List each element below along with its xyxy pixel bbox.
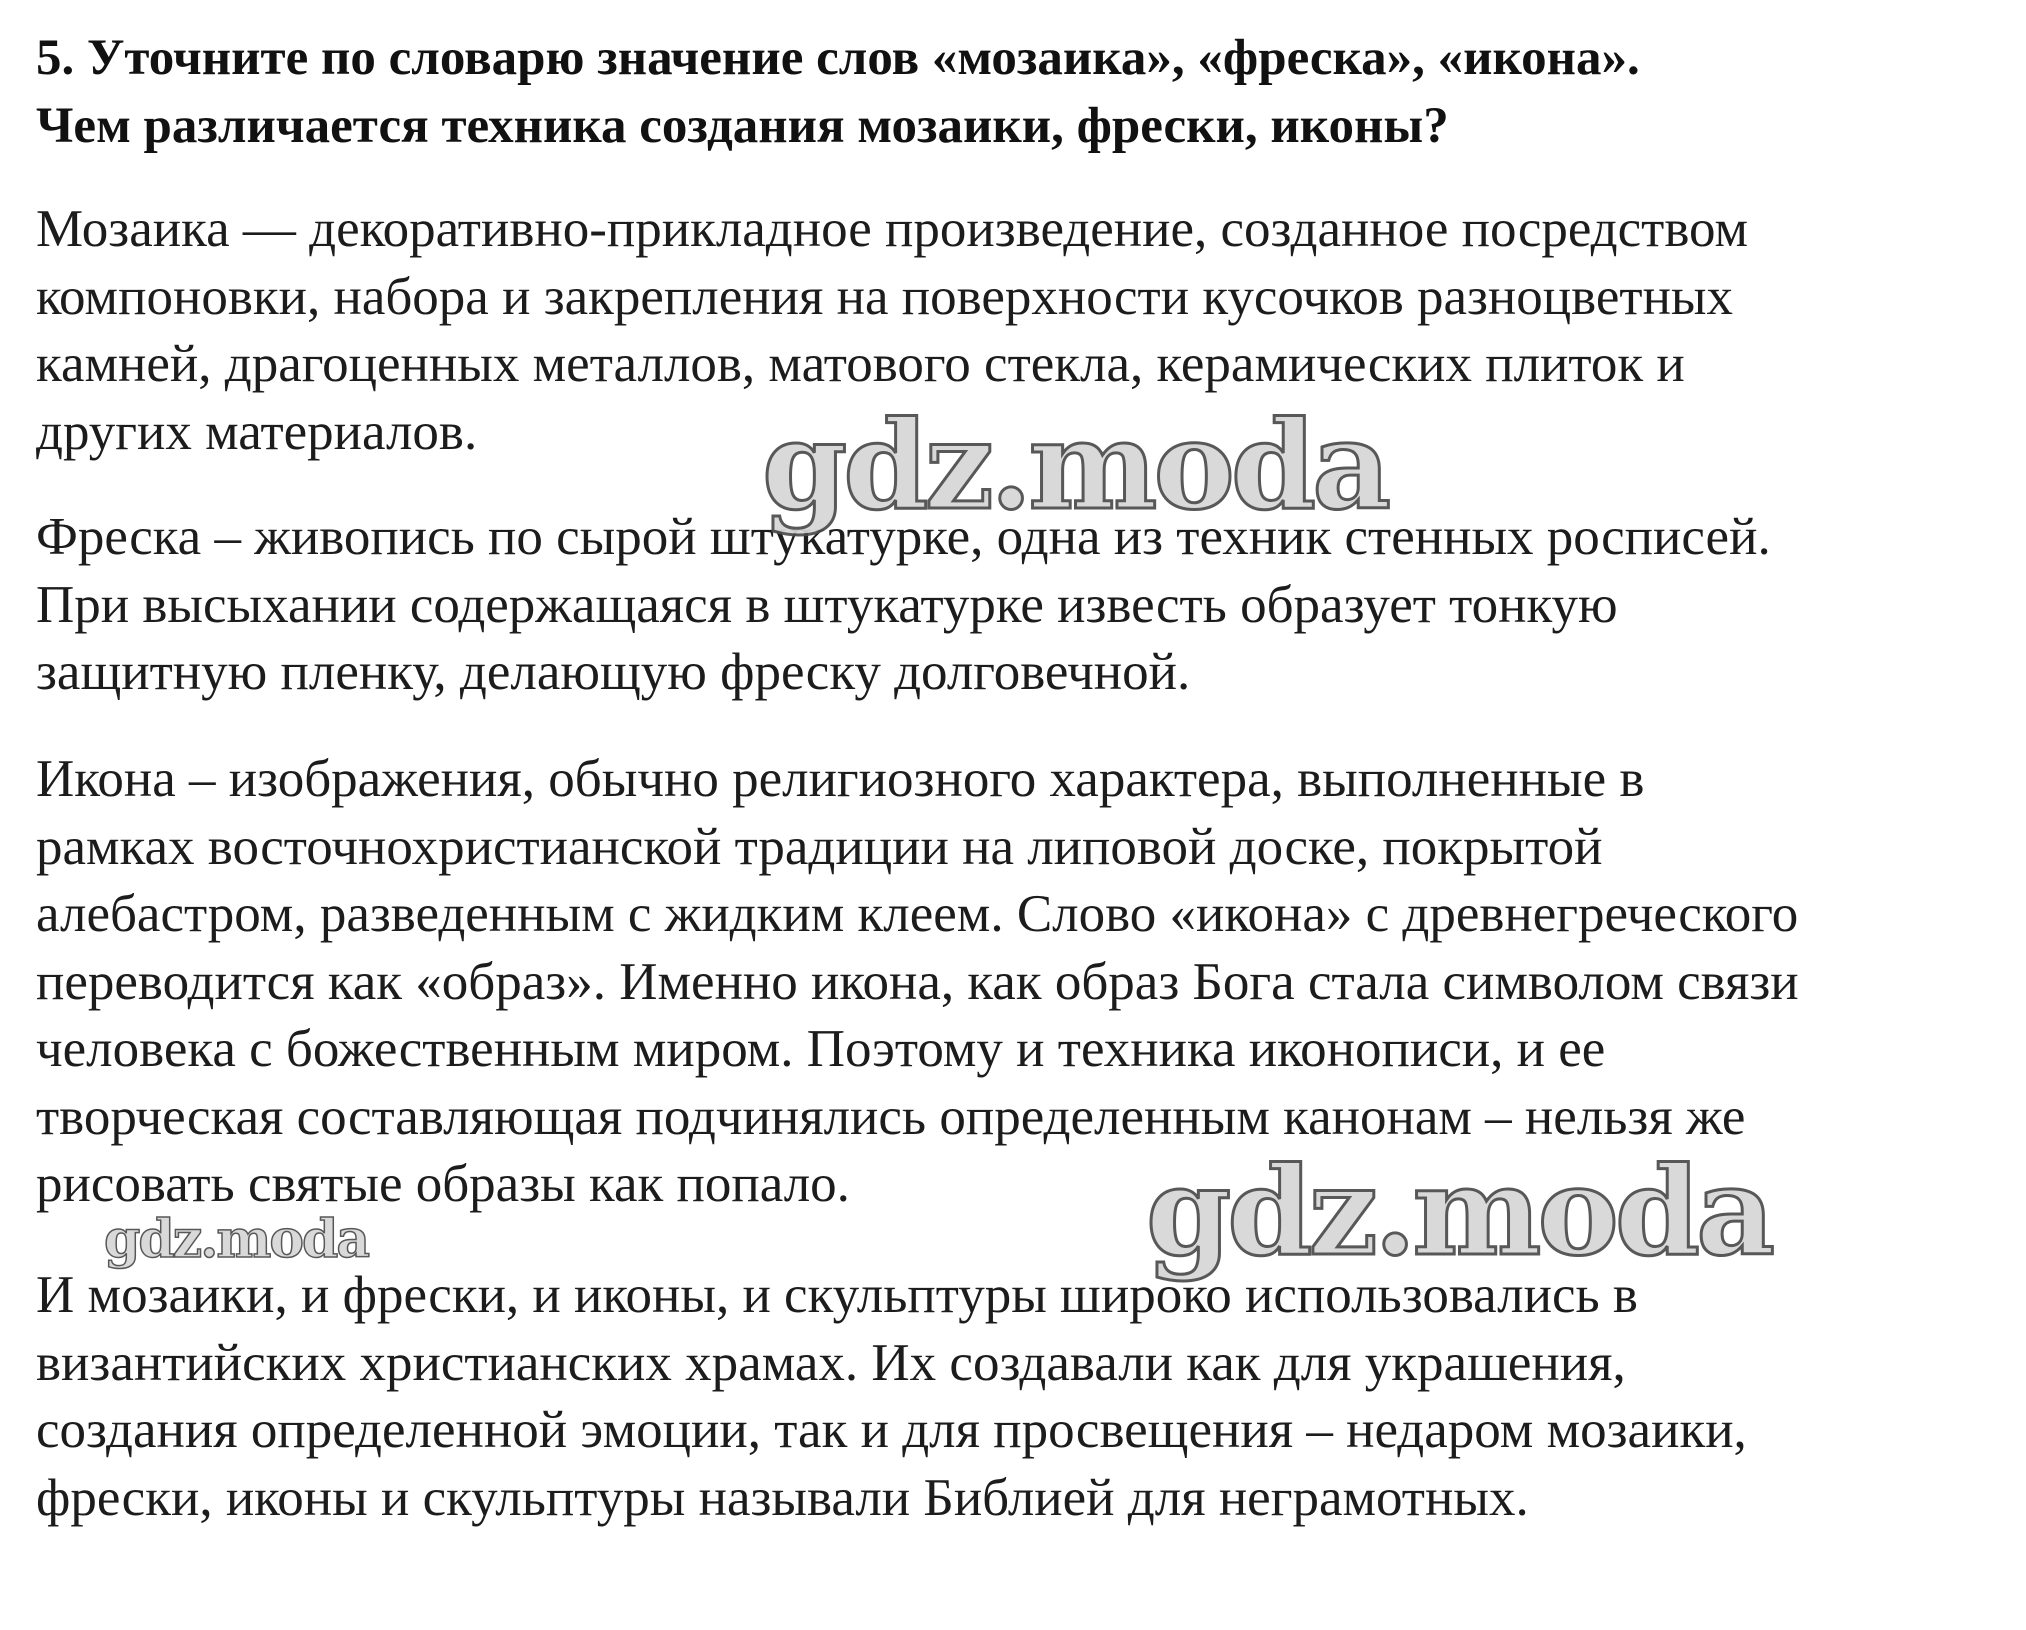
paragraph-line: творческая составляющая подчинялись определенным канонам – нельзя же bbox=[36, 1087, 1746, 1146]
question-line: 5. Уточните по словарю значение слов «мозаика», «фреска», «икона». bbox=[36, 30, 1640, 86]
watermark: gdz.moda bbox=[104, 1209, 369, 1270]
paragraph-line: Мозаика — декоративно-прикладное произведение, созданное посредством bbox=[36, 200, 1749, 258]
paragraph-line: алебастром, разведенным с жидким клеем. Слово «икона» с древнегреческого bbox=[36, 885, 1799, 943]
paragraph-mosaic bbox=[36, 196, 2026, 466]
paragraph-line: рамках восточнохристианской традиции на липовой доске, покрытой bbox=[36, 817, 1603, 876]
paragraph-line: компоновки, набора и закрепления на поверхности кусочков разноцветных bbox=[36, 267, 1734, 326]
paragraph-line: человека с божественным миром. Поэтому и техника иконописи, и ее bbox=[36, 1020, 1606, 1078]
paragraph-line: При высыхании содержащаяся в штукатурке известь образует тонкую bbox=[36, 575, 1618, 634]
watermark: gdz.moda bbox=[762, 393, 1388, 537]
paragraph-line: И мозаики, и фрески, и иконы, и скульптуры широко использовались в bbox=[36, 1266, 1638, 1324]
question-line: Чем различается техника создания мозаики, фрески, иконы? bbox=[36, 98, 1449, 154]
watermark: gdz.moda bbox=[1146, 1139, 1772, 1283]
paragraph-line: камней, драгоценных металлов, матового стекла, керамических плиток и bbox=[36, 335, 1685, 393]
paragraph-line: Икона – изображения, обычно религиозного характера, выполненные в bbox=[36, 750, 1645, 808]
paragraph-conclusion bbox=[36, 1262, 2026, 1532]
paragraph-line: византийских христианских храмах. Их создавали как для украшения, bbox=[36, 1333, 1626, 1392]
paragraph-line: Фреска – живопись по сырой штукатурке, одна из техник стенных росписей. bbox=[36, 508, 1771, 566]
paragraph-icon bbox=[36, 746, 2026, 1219]
paragraph-line: создания определенной эмоции, так и для просвещения – недаром мозаики, bbox=[36, 1401, 1747, 1459]
paragraph-line: фрески, иконы и скульптуры называли Библией для неграмотных. bbox=[36, 1468, 1529, 1527]
paragraph-line: защитную пленку, делающую фреску долговечной. bbox=[36, 643, 1191, 701]
paragraph-line: переводится как «образ». Именно икона, как образ Бога стала символом связи bbox=[36, 952, 1799, 1011]
paragraph-line: рисовать святые образы как попало. bbox=[36, 1155, 850, 1213]
paragraph-line: других материалов. bbox=[36, 402, 478, 461]
question-heading bbox=[36, 24, 1996, 160]
paragraph-fresco bbox=[36, 504, 2026, 707]
